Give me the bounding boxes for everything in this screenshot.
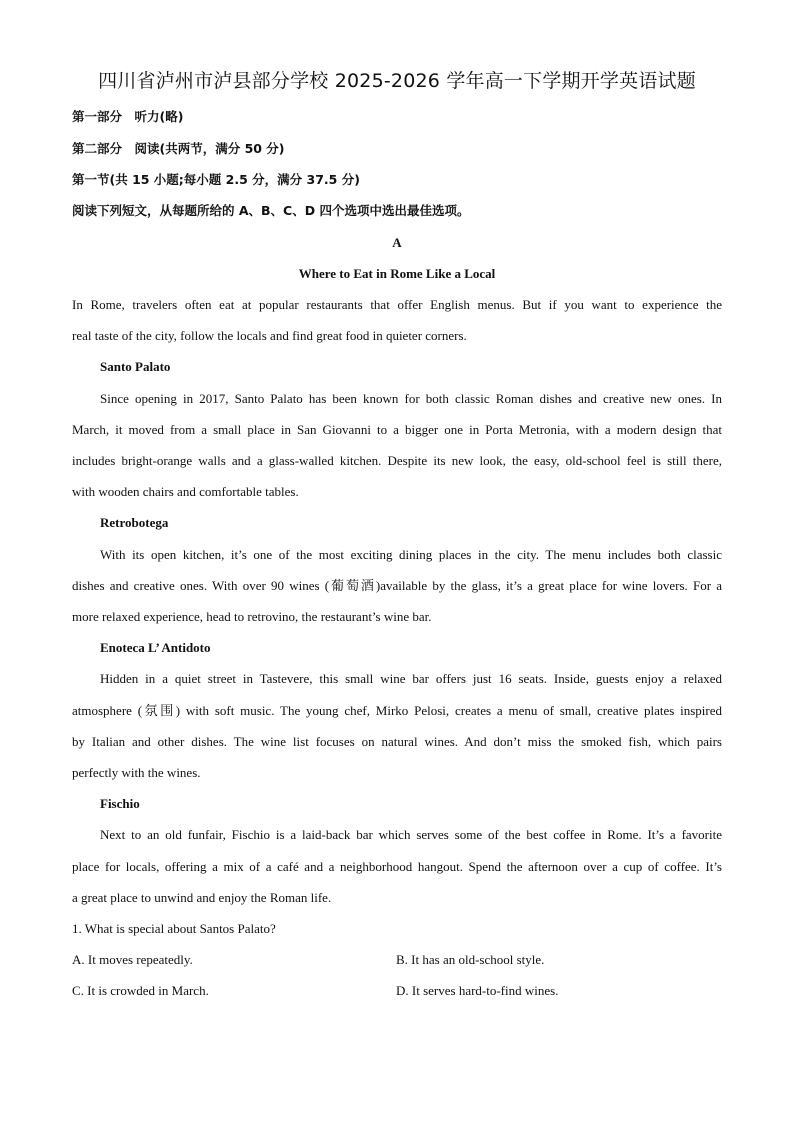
page-title: 四川省泸州市泸县部分学校 2025-2026 学年高一下学期开学英语试题 (98, 70, 696, 92)
restaurant-name: Enoteca L’ Antidoto (100, 640, 211, 655)
passage-letter: A (392, 235, 402, 250)
paragraph-line: March, it moved from a small place in San Giovanni to a bigger one in Porta Metronia, with a modern design that (72, 422, 722, 437)
paragraph-line: includes bright-orange walls and a glass-walled kitchen. Despite its new look, the easy, old-school feel is still there, (72, 453, 722, 468)
paragraph-line: more relaxed experience, head to retrovino, the restaurant’s wine bar. (72, 609, 432, 624)
intro-line: real taste of the city, follow the locals and find great food in quieter corners. (72, 328, 467, 343)
passage-heading: Where to Eat in Rome Like a Local (298, 266, 496, 281)
paragraph-line: with wooden chairs and comfortable tables. (72, 484, 299, 499)
part1-heading: 第一部分 听力(略) (72, 109, 184, 124)
question-stem: 1. What is special about Santos Palato? (72, 921, 276, 936)
restaurant-name: Retrobotega (100, 515, 169, 530)
option-b: B. It has an old-school style. (396, 952, 545, 967)
paragraph-line: atmosphere (氛围) with soft music. The young chef, Mirko Pelosi, creates a menu of small, creative plates inspired (72, 703, 722, 718)
option-c: C. It is crowded in March. (72, 983, 209, 998)
paragraph-line: a great place to unwind and enjoy the Roman life. (72, 890, 332, 905)
section1-heading: 第一节(共 15 小题;每小题 2.5 分，满分 37.5 分) (72, 172, 360, 187)
paragraph-line: Next to an old funfair, Fischio is a laid-back bar which serves some of the best coffee in Rome. It’s a favorite (100, 827, 722, 842)
intro-line: In Rome, travelers often eat at popular restaurants that offer English menus. But if you want to experience the (72, 297, 722, 312)
restaurant-name: Fischio (100, 796, 140, 811)
instruction: 阅读下列短文，从每题所给的 A、B、C、D 四个选项中选出最佳选项。 (72, 203, 470, 218)
paragraph-line: perfectly with the wines. (72, 765, 201, 780)
option-a: A. It moves repeatedly. (72, 952, 193, 967)
paragraph-line: dishes and creative ones. With over 90 wines (葡萄酒)available by the glass, it’s a great place for wine lovers. For a (72, 578, 722, 593)
paragraph-line: by Italian and other dishes. The wine list focuses on natural wines. And don’t miss the smoked fish, which pairs (72, 734, 722, 749)
restaurant-name: Santo Palato (100, 359, 171, 374)
paragraph-line: Since opening in 2017, Santo Palato has been known for both classic Roman dishes and creative new ones. In (100, 391, 722, 406)
part2-heading: 第二部分 阅读(共两节，满分 50 分) (72, 141, 285, 156)
paragraph-line: place for locals, offering a mix of a café and a neighborhood hangout. Spend the afternoon over a cup of coffee. It’s (72, 859, 722, 874)
paragraph-line: With its open kitchen, it’s one of the most exciting dining places in the city. The menu includes both classic (100, 547, 722, 562)
option-d: D. It serves hard-to-find wines. (396, 983, 559, 998)
paragraph-line: Hidden in a quiet street in Tastevere, this small wine bar offers just 16 seats. Inside, guests enjoy a relaxed (100, 671, 722, 686)
